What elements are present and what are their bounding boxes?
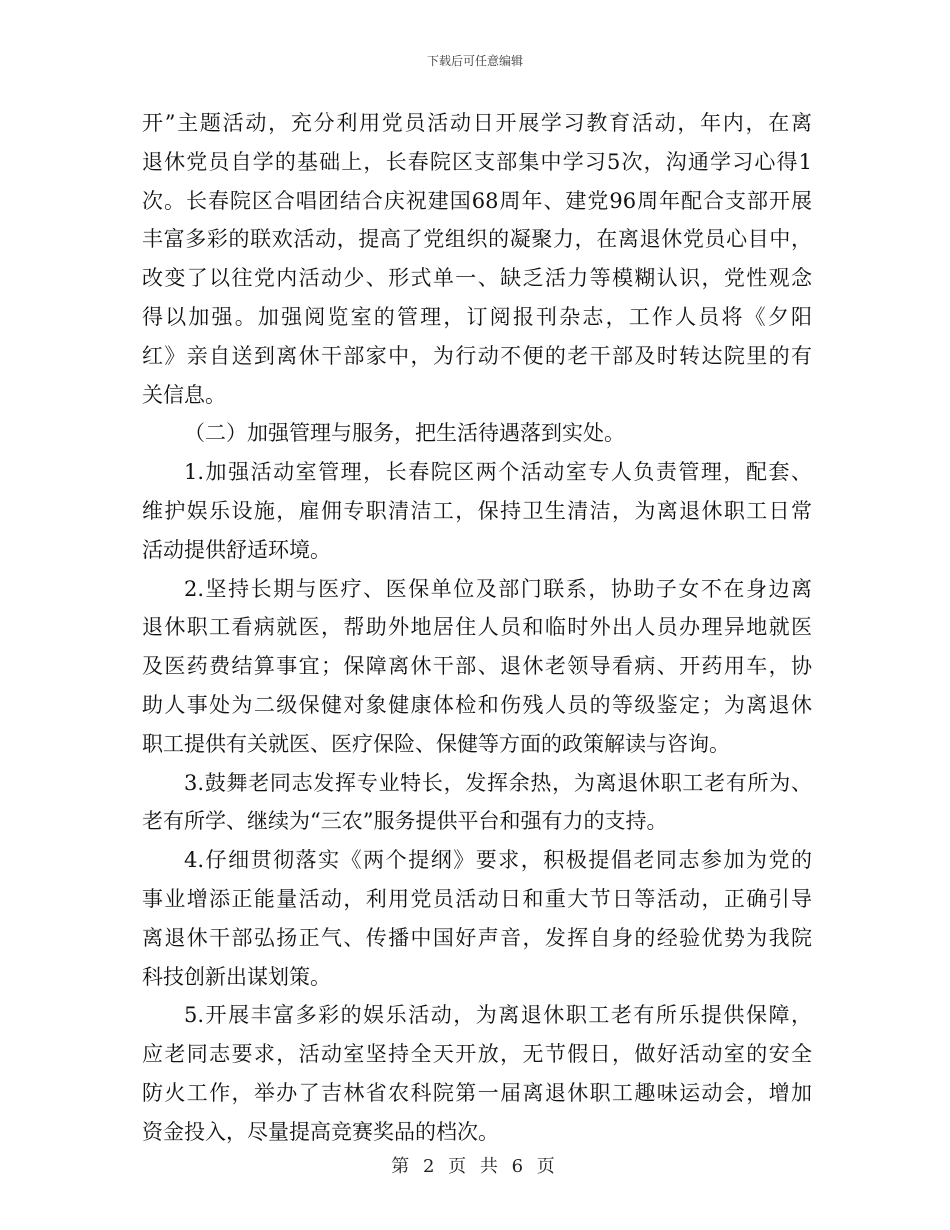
text-line: 事业增添正能量活动，利用党员活动日和重大节日等活动，正确引导: [142, 886, 812, 911]
text-line: 离退休干部弘扬正气、传播中国好声音，发挥自身的经验优势为我院: [142, 925, 812, 950]
text-line: 3.鼓舞老同志发挥专业特长，发挥余热，为离退休职工老有所为、: [184, 770, 812, 795]
text-line: 应老同志要求，活动室坚持全天开放，无节假日，做好活动室的安全: [142, 1042, 812, 1067]
text-line: 1.加强活动室管理，长春院区两个活动室专人负责管理，配套、: [184, 460, 812, 485]
text-line: 改变了以往党内活动少、形式单一、缺乏活力等模糊认识，党性观念: [142, 266, 812, 291]
text-line: 丰富多彩的联欢活动，提高了党组织的凝聚力，在离退休党员心目中，: [142, 227, 812, 252]
text-line: 开”主题活动，充分利用党员活动日开展学习教育活动，年内，在离: [142, 111, 812, 135]
text-line: 关信息。: [142, 382, 226, 407]
page-header-note: 下载后可任意编辑: [426, 54, 523, 68]
document-body: [142, 104, 812, 1152]
text-line: 次。长春院区合唱团结合庆祝建国68周年、建党96周年配合支部开展: [142, 188, 812, 213]
text-line: 科技创新出谋划策。: [142, 964, 331, 989]
text-line: 职工提供有关就医、医疗保险、保健等方面的政策解读与咨询。: [142, 731, 730, 756]
text-line: 老有所学、继续为“三农”服务提供平台和强有力的支持。: [142, 809, 668, 834]
text-line: 2.坚持长期与医疗、医保单位及部门联系，协助子女不在身边离: [184, 576, 812, 601]
text-line: 红》亲自送到离休干部家中，为行动不便的老干部及时转达院里的有: [142, 343, 812, 368]
section-heading: （二）加强管理与服务，把生活待遇落到实处。: [184, 421, 625, 446]
text-line: 资金投入，尽量提高竞赛奖品的档次。: [142, 1119, 499, 1144]
text-line: 4.仔细贯彻落实《两个提纲》要求，积极提倡老同志参加为党的: [184, 848, 812, 873]
text-line: 防火工作，举办了吉林省农科院第一届离退休职工趣味运动会，增加: [142, 1080, 812, 1105]
page-number-footer: 第 2 页 共 6 页: [391, 1156, 559, 1177]
text-line: 退休职工看病就医，帮助外地居住人员和临时外出人员办理异地就医: [142, 615, 812, 640]
text-line: 助人事处为二级保健对象健康体检和伤残人员的等级鉴定；为离退休: [142, 692, 812, 717]
text-line: 得以加强。加强阅览室的管理，订阅报刊杂志，工作人员将《夕阳: [142, 304, 812, 329]
text-line: 活动提供舒适环境。: [142, 537, 331, 562]
text-line: 及医药费结算事宜；保障离休干部、退休老领导看病、开药用车，协: [142, 654, 812, 679]
text-line: 退休党员自学的基础上，长春院区支部集中学习5次，沟通学习心得1: [142, 149, 812, 174]
text-line: 维护娱乐设施，雇佣专职清洁工，保持卫生清洁，为离退休职工日常: [142, 498, 812, 523]
text-line: 5.开展丰富多彩的娱乐活动，为离退休职工老有所乐提供保障，: [184, 1003, 812, 1028]
